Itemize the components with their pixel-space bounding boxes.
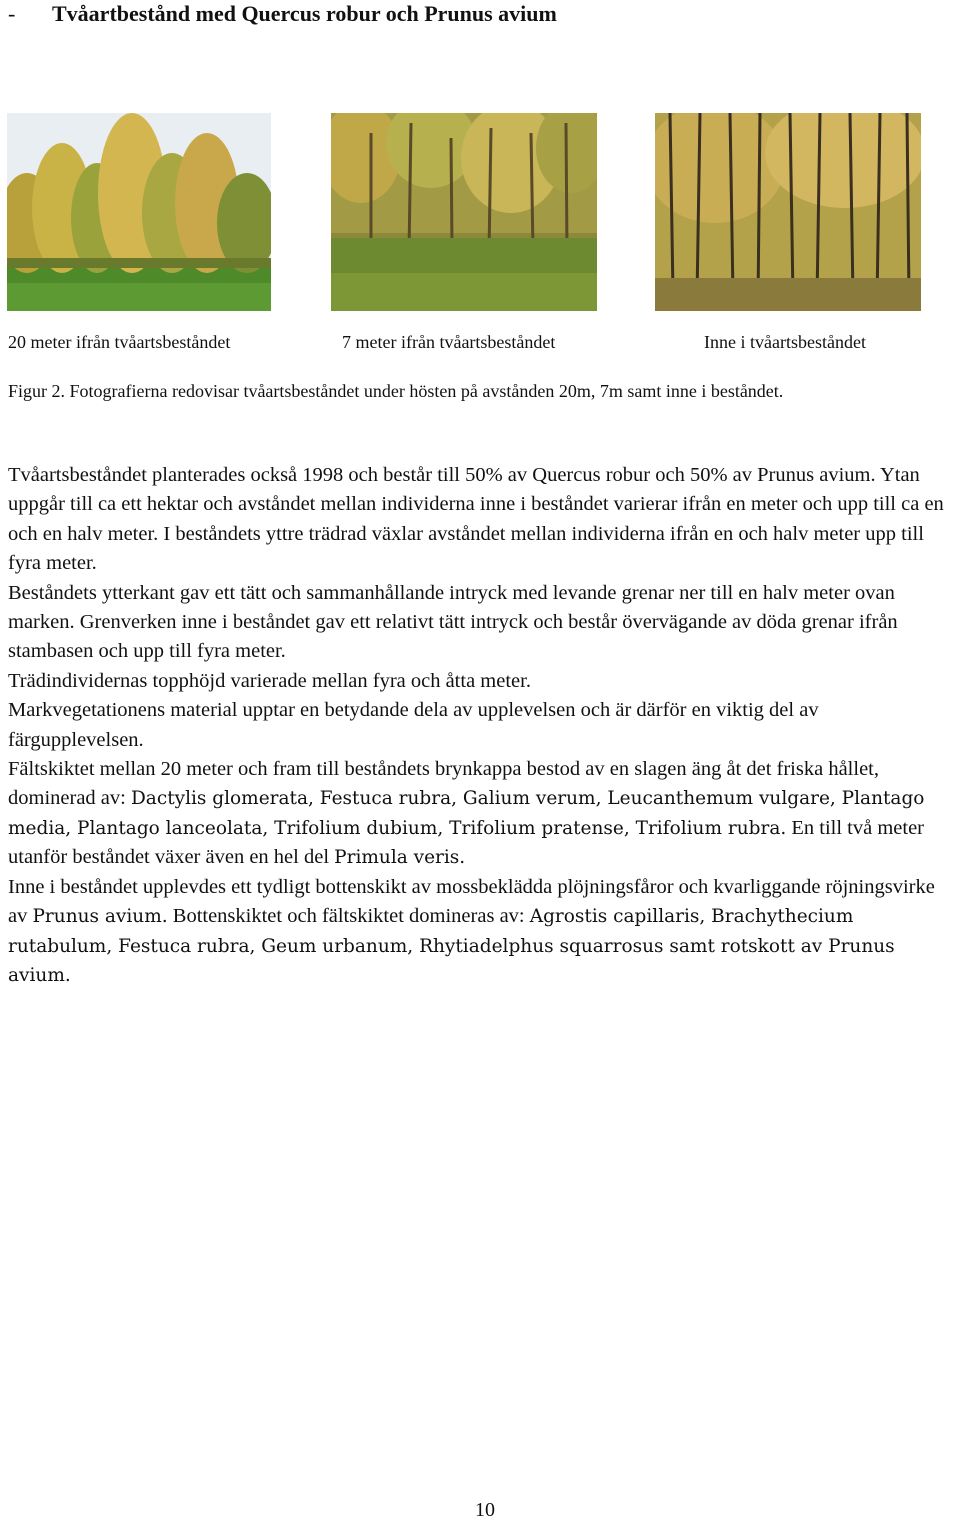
species-name: Primula veris. bbox=[334, 847, 466, 869]
paragraph: Trädindividernas topphöjd varierade mellan fyra och åtta meter. bbox=[8, 669, 531, 692]
heading-text: Tvåartbestånd med Quercus robur och Prunus avium bbox=[52, 1, 557, 26]
photo-caption-20m: 20 meter ifrån tvåartsbeståndet bbox=[8, 332, 231, 352]
photo-caption-inside: Inne i tvåartsbeståndet bbox=[704, 332, 866, 352]
page-number: 10 bbox=[475, 1499, 495, 1521]
species-name: Prunus avium. bbox=[32, 906, 168, 928]
heading-dash: - bbox=[8, 1, 16, 26]
paragraph: Markvegetationens material upptar en betydande dela av upplevelsen och är därför en viktig del av färgupplevelsen. bbox=[8, 699, 819, 751]
paragraph-text: En till två meter utanför beståndet växer även en hel del bbox=[8, 816, 924, 869]
photo-7m bbox=[331, 113, 597, 311]
paragraph-text: Bottenskiktet och fältskiktet domineras av: bbox=[167, 905, 530, 928]
paragraph: Tvåartsbeståndet planterades också 1998 och består till 50% av Quercus robur och 50% av Prunus avium. Ytan uppgår till ca ett hektar och avståndet mellan individerna inne i beståndet varierar ifrån en meter och upp till ca en och en halv meter. I beståndets yttre trädrad växlar avståndet mellan individerna ifrån en och halv meter upp till fyra meter. bbox=[8, 464, 944, 575]
paragraph bbox=[8, 873, 958, 991]
photo-inside bbox=[655, 113, 921, 311]
species-list: Dactylis glomerata, Festuca rubra, Galium verum, Leucanthemum vulgare, Plantago media, Plantago lanceolata, Trifolium dubium, Trifolium pratense, Trifolium rubra. bbox=[8, 788, 925, 839]
paragraph-text: Inne i beståndet upplevdes ett tydligt bottenskikt av mossbeklädda plöjningsfåror och kvarliggande röjningsvirke av bbox=[8, 875, 935, 928]
species-list: Agrostis capillaris, Brachythecium rutabulum, Festuca rubra, Geum urbanum, Rhytiadelphus squarrosus samt rotskott av Prunus avium. bbox=[8, 906, 895, 986]
body-text bbox=[8, 461, 958, 990]
photo-caption-7m: 7 meter ifrån tvåartsbeståndet bbox=[342, 332, 556, 352]
paragraph: Beståndets ytterkant gav ett tätt och sammanhållande intryck med levande grenar ner till en halv meter ovan marken. Grenverken inne i beståndet gav ett relativt tätt intryck och består övervägande av döda grenar ifrån stambasen och upp till fyra meter. bbox=[8, 581, 898, 663]
figure-caption: Figur 2. Fotografierna redovisar tvåartsbeståndet under hösten på avstånden 20m, 7m samt inne i beståndet. bbox=[8, 381, 784, 401]
paragraph bbox=[8, 755, 958, 873]
section-heading bbox=[8, 0, 557, 28]
paragraph-text: Fältskiktet mellan 20 meter och fram till beståndets brynkappa bestod av en slagen äng åt det friska hållet, dominerad av: bbox=[8, 758, 879, 810]
photo-20m bbox=[7, 113, 271, 311]
